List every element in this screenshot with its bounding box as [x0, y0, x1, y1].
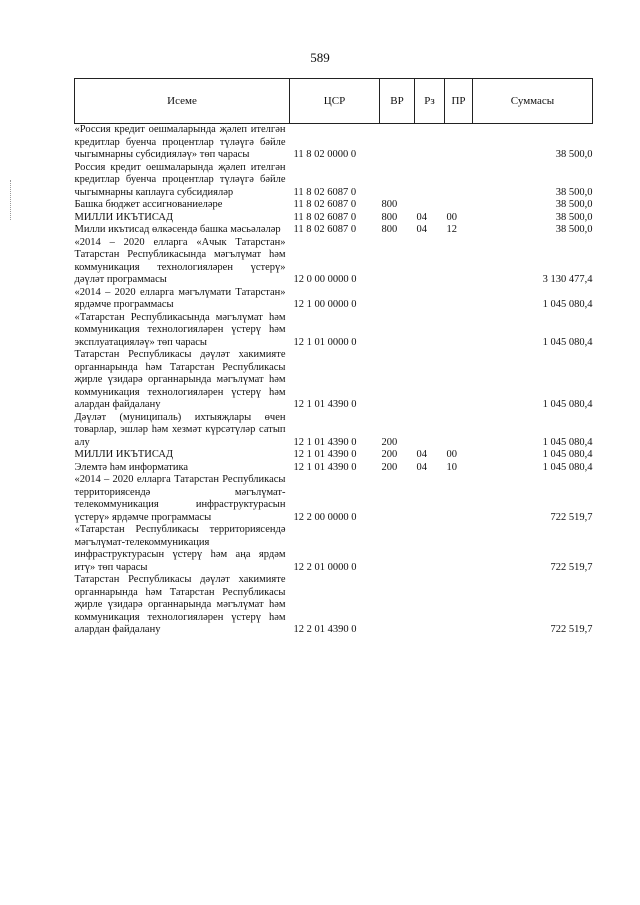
cell-pr: 00: [446, 449, 457, 460]
table-row: [75, 237, 593, 287]
cell-name: МИЛЛИ ИКЪТИСАД: [74, 211, 174, 223]
cell-csr: 12 1 01 4390 0: [293, 461, 357, 473]
cell-name: МИЛЛИ ИКЪТИСАД: [74, 449, 174, 460]
header-vr: ВР: [380, 79, 415, 124]
cell-csr: 12 0 00 0000 0: [293, 274, 357, 285]
table-row: [75, 199, 593, 212]
margin-mark: [10, 180, 12, 220]
cell-vr: 800: [381, 211, 398, 223]
cell-rz: [415, 237, 445, 287]
cell-sum: 38 500,0: [555, 149, 593, 160]
cell-sum: 1 045 080,4: [542, 399, 593, 410]
cell-rz: [415, 287, 445, 312]
table-row: [75, 124, 593, 162]
cell-sum: 38 500,0: [555, 224, 593, 235]
page-number: 589: [310, 50, 330, 65]
cell-pr: [445, 349, 473, 412]
cell-vr: 200: [381, 449, 398, 460]
cell-sum: 722 519,7: [550, 561, 593, 573]
cell-vr: [380, 237, 415, 287]
cell-sum: 1 045 080,4: [542, 436, 593, 448]
cell-rz: [415, 199, 445, 212]
cell-pr: [445, 287, 473, 312]
table-body: [75, 124, 593, 637]
table-row: [75, 474, 593, 524]
cell-rz: 04: [416, 211, 427, 223]
table-header-row: [75, 79, 593, 124]
cell-csr: 12 2 01 4390 0: [293, 624, 357, 635]
cell-name: «Татарстан Республикасы территориясендә мәгълүмат-телекоммуникация инфраструктурасын үстерү һәм аңа ярдәм итү» төп чарасы: [74, 524, 286, 573]
cell-name: Татарстан Республикасы дәүләт хакимияте органнарында һәм Татарстан Республикасы җирле үзидарә органнарында мәгълүмат һәм коммуникация технологияләрен үстерү һәм алардан файдалану: [74, 574, 286, 635]
cell-rz: 04: [416, 461, 427, 473]
header-csr: ЦСР: [290, 79, 380, 124]
cell-name: Милли икътисад өлкәсендә башка мәсьәләләр: [74, 224, 281, 235]
table-row: [75, 349, 593, 412]
header-pr: ПР: [445, 79, 473, 124]
cell-sum: 722 519,7: [550, 624, 593, 635]
cell-name: «2014 – 2020 елларга «Ачык Татарстан» Татарстан Республикасында мәгълүмат һәм коммуникация технологияләрен үстерү» дәүләт программасы: [74, 236, 286, 285]
cell-rz: [415, 412, 445, 450]
cell-vr: 200: [381, 461, 398, 473]
cell-rz: [415, 162, 445, 200]
header-rz: Рз: [415, 79, 445, 124]
cell-pr: [445, 312, 473, 350]
table-row: [75, 212, 593, 225]
table-row: [75, 162, 593, 200]
header-name: Исеме: [75, 79, 290, 124]
cell-rz: 04: [416, 449, 427, 460]
cell-pr: [445, 412, 473, 450]
cell-name: Башка бюджет ассигнованиеләре: [74, 199, 223, 210]
cell-rz: [415, 524, 445, 574]
cell-vr: [380, 524, 415, 574]
table-row: [75, 287, 593, 312]
cell-sum: 1 045 080,4: [542, 449, 593, 460]
cell-pr: 00: [446, 211, 457, 223]
budget-table: [74, 78, 593, 637]
table-row: [75, 574, 593, 637]
cell-sum: 1 045 080,4: [542, 461, 593, 473]
cell-csr: 11 8 02 6087 0: [293, 211, 357, 223]
cell-csr: 12 1 01 4390 0: [293, 399, 357, 410]
cell-vr: [380, 474, 415, 524]
cell-name: Татарстан Республикасы дәүләт хакимияте органнарында һәм Татарстан Республикасы җирле үзидарә органнарында мәгълүмат һәм коммуникация технологияләрен үстерү һәм алардан файдалану: [74, 349, 286, 410]
table-row: [75, 449, 593, 462]
cell-vr: [380, 312, 415, 350]
cell-csr: 12 2 00 0000 0: [293, 511, 357, 523]
cell-name: Дәүләт (муниципаль) ихтыяҗлары өчен товарлар, эшләр һәм хезмәт күрсәтүләр сатып алу: [74, 411, 286, 448]
table-row: [75, 224, 593, 237]
cell-sum: 3 130 477,4: [542, 274, 593, 285]
cell-name: «Россия кредит оешмаларында җәлеп ителгән кредитлар буенча процентлар түләүгә бәйле чыгымнарны субсидияләү» төп чарасы: [74, 124, 286, 160]
cell-pr: [445, 162, 473, 200]
header-sum: Суммасы: [473, 79, 593, 124]
cell-sum: 1 045 080,4: [542, 336, 593, 348]
cell-csr: 12 1 00 0000 0: [293, 299, 357, 310]
cell-pr: [445, 574, 473, 637]
cell-vr: [380, 287, 415, 312]
cell-rz: [415, 312, 445, 350]
cell-sum: 38 500,0: [555, 211, 593, 223]
cell-pr: [445, 124, 473, 162]
cell-pr: [445, 474, 473, 524]
cell-vr: [380, 349, 415, 412]
table-row: [75, 462, 593, 475]
cell-sum: 1 045 080,4: [542, 299, 593, 310]
cell-rz: [415, 349, 445, 412]
cell-rz: [415, 574, 445, 637]
cell-csr: 11 8 02 0000 0: [293, 149, 357, 160]
cell-sum: 38 500,0: [555, 186, 593, 198]
cell-rz: [415, 124, 445, 162]
cell-csr: 12 2 01 0000 0: [293, 561, 357, 573]
cell-rz: 04: [416, 224, 427, 235]
cell-csr: 12 1 01 4390 0: [293, 449, 357, 460]
cell-pr: 12: [446, 224, 457, 235]
cell-vr: [380, 574, 415, 637]
cell-rz: [415, 474, 445, 524]
cell-name: «2014 – 2020 елларга Татарстан Республикасы территориясендә мәгълүмат-телекоммуникация инфраструктурасын үстерү» ярдәмче программасы: [74, 474, 286, 523]
table-row: [75, 412, 593, 450]
cell-pr: [445, 237, 473, 287]
table-row: [75, 312, 593, 350]
cell-csr: 11 8 02 6087 0: [293, 186, 357, 198]
cell-vr: 800: [381, 199, 398, 210]
cell-csr: 11 8 02 6087 0: [293, 224, 357, 235]
cell-name: Россия кредит оешмаларында җәлеп ителгән кредитлар буенча процентлар түләүгә бәйле чыгымнарны каплауга субсидияләр: [74, 161, 286, 198]
cell-vr: [380, 162, 415, 200]
cell-vr: 200: [381, 436, 398, 448]
cell-vr: 800: [381, 224, 398, 235]
cell-sum: 722 519,7: [550, 511, 593, 523]
cell-sum: 38 500,0: [555, 199, 593, 210]
table-row: [75, 524, 593, 574]
cell-csr: 11 8 02 6087 0: [293, 199, 357, 210]
cell-pr: 10: [446, 461, 457, 473]
cell-name: Элемтә һәм информатика: [74, 461, 189, 473]
cell-csr: 12 1 01 4390 0: [293, 436, 357, 448]
cell-name: «Татарстан Республикасында мәгълүмат һәм коммуникация технологияләрен үстерү һәм эксплуатацияләү» төп чарасы: [74, 311, 286, 348]
cell-pr: [445, 199, 473, 212]
cell-vr: [380, 124, 415, 162]
cell-csr: 12 1 01 0000 0: [293, 336, 357, 348]
cell-name: «2014 – 2020 елларга мәгълүмати Татарстан» ярдәмче программасы: [74, 286, 286, 310]
cell-pr: [445, 524, 473, 574]
